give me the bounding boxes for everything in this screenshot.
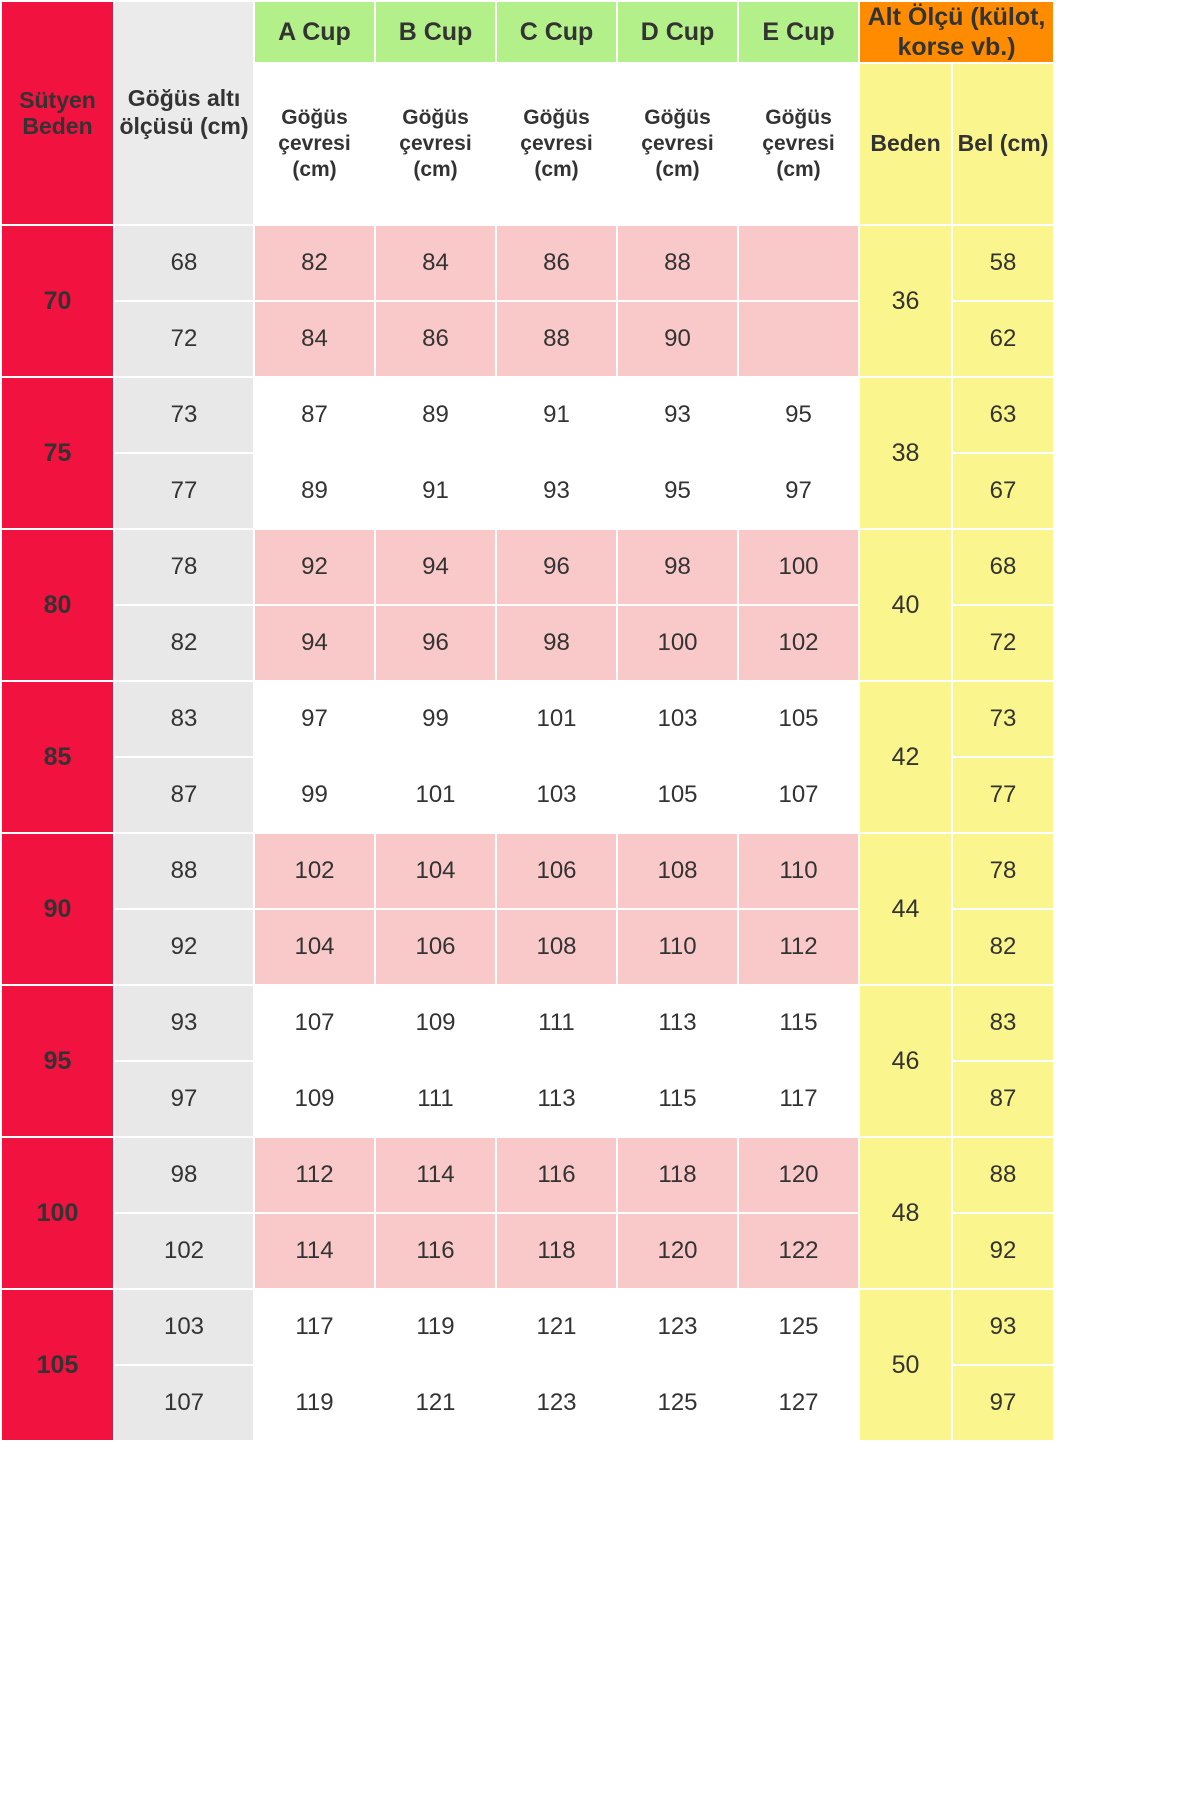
header-cup-e: E Cup bbox=[738, 1, 859, 63]
underbust-cell: 72 bbox=[114, 301, 254, 377]
cup-measure-cell: 96 bbox=[496, 529, 617, 605]
cup-measure-cell: 117 bbox=[738, 1061, 859, 1137]
cup-measure-cell: 91 bbox=[375, 453, 496, 529]
header-row-primary bbox=[1, 1, 1054, 63]
cup-measure-cell: 109 bbox=[375, 985, 496, 1061]
header-underbust: Göğüs altı ölçüsü (cm) bbox=[114, 1, 254, 225]
header-cup-e-sub: Göğüs çevresi (cm) bbox=[738, 63, 859, 225]
header-alt-olcu: Alt Ölçü (külot, korse vb.) bbox=[859, 1, 1054, 63]
header-cup-b: B Cup bbox=[375, 1, 496, 63]
bel-cell: 58 bbox=[952, 225, 1054, 301]
cup-measure-cell: 109 bbox=[254, 1061, 375, 1137]
underbust-cell: 97 bbox=[114, 1061, 254, 1137]
beden-cell: 42 bbox=[859, 681, 952, 833]
cup-measure-cell: 125 bbox=[617, 1365, 738, 1441]
cup-measure-cell: 82 bbox=[254, 225, 375, 301]
cup-measure-cell: 107 bbox=[738, 757, 859, 833]
underbust-cell: 102 bbox=[114, 1213, 254, 1289]
cup-measure-cell: 93 bbox=[496, 453, 617, 529]
cup-measure-cell: 91 bbox=[496, 377, 617, 453]
cup-measure-cell: 92 bbox=[254, 529, 375, 605]
cup-measure-cell: 97 bbox=[254, 681, 375, 757]
cup-measure-cell: 97 bbox=[738, 453, 859, 529]
cup-measure-cell: 101 bbox=[375, 757, 496, 833]
cup-measure-cell: 105 bbox=[617, 757, 738, 833]
cup-measure-cell: 118 bbox=[496, 1213, 617, 1289]
table-row bbox=[1, 377, 1054, 453]
cup-measure-cell: 99 bbox=[375, 681, 496, 757]
header-cup-d: D Cup bbox=[617, 1, 738, 63]
cup-measure-cell: 89 bbox=[375, 377, 496, 453]
header-bel: Bel (cm) bbox=[952, 63, 1054, 225]
underbust-cell: 98 bbox=[114, 1137, 254, 1213]
cup-measure-cell: 86 bbox=[375, 301, 496, 377]
table-row bbox=[1, 1289, 1054, 1365]
table-row bbox=[1, 1137, 1054, 1213]
header-cup-b-sub: Göğüs çevresi (cm) bbox=[375, 63, 496, 225]
underbust-cell: 107 bbox=[114, 1365, 254, 1441]
cup-measure-cell: 127 bbox=[738, 1365, 859, 1441]
cup-measure-cell: 116 bbox=[375, 1213, 496, 1289]
cup-measure-cell: 123 bbox=[617, 1289, 738, 1365]
underbust-cell: 68 bbox=[114, 225, 254, 301]
table-row bbox=[1, 985, 1054, 1061]
underbust-cell: 88 bbox=[114, 833, 254, 909]
cup-measure-cell: 113 bbox=[617, 985, 738, 1061]
beden-cell: 40 bbox=[859, 529, 952, 681]
cup-measure-cell: 120 bbox=[738, 1137, 859, 1213]
cup-measure-cell: 90 bbox=[617, 301, 738, 377]
header-beden: Beden bbox=[859, 63, 952, 225]
table-row bbox=[1, 681, 1054, 757]
cup-measure-cell: 121 bbox=[496, 1289, 617, 1365]
table-row bbox=[1, 833, 1054, 909]
underbust-cell: 82 bbox=[114, 605, 254, 681]
bel-cell: 93 bbox=[952, 1289, 1054, 1365]
cup-measure-cell: 93 bbox=[617, 377, 738, 453]
cup-measure-cell: 115 bbox=[617, 1061, 738, 1137]
cup-measure-cell: 120 bbox=[617, 1213, 738, 1289]
cup-measure-cell: 113 bbox=[496, 1061, 617, 1137]
cup-measure-cell: 112 bbox=[738, 909, 859, 985]
cup-measure-cell: 103 bbox=[617, 681, 738, 757]
bra-size-cell: 105 bbox=[1, 1289, 114, 1441]
cup-measure-cell: 101 bbox=[496, 681, 617, 757]
cup-measure-cell: 110 bbox=[617, 909, 738, 985]
cup-measure-cell: 112 bbox=[254, 1137, 375, 1213]
underbust-cell: 93 bbox=[114, 985, 254, 1061]
bel-cell: 78 bbox=[952, 833, 1054, 909]
cup-measure-cell: 95 bbox=[738, 377, 859, 453]
bel-cell: 97 bbox=[952, 1365, 1054, 1441]
beden-cell: 44 bbox=[859, 833, 952, 985]
bel-cell: 73 bbox=[952, 681, 1054, 757]
underbust-cell: 92 bbox=[114, 909, 254, 985]
cup-measure-cell: 119 bbox=[375, 1289, 496, 1365]
bel-cell: 68 bbox=[952, 529, 1054, 605]
beden-cell: 38 bbox=[859, 377, 952, 529]
cup-measure-cell: 108 bbox=[617, 833, 738, 909]
cup-measure-cell: 104 bbox=[375, 833, 496, 909]
cup-measure-cell: 115 bbox=[738, 985, 859, 1061]
cup-measure-cell: 105 bbox=[738, 681, 859, 757]
bel-cell: 92 bbox=[952, 1213, 1054, 1289]
bra-size-cell: 100 bbox=[1, 1137, 114, 1289]
cup-measure-cell: 84 bbox=[375, 225, 496, 301]
bra-size-cell: 85 bbox=[1, 681, 114, 833]
cup-measure-cell: 100 bbox=[617, 605, 738, 681]
cup-measure-cell: 86 bbox=[496, 225, 617, 301]
bel-cell: 63 bbox=[952, 377, 1054, 453]
cup-measure-cell: 117 bbox=[254, 1289, 375, 1365]
bel-cell: 67 bbox=[952, 453, 1054, 529]
cup-measure-cell: 111 bbox=[496, 985, 617, 1061]
cup-measure-cell: 89 bbox=[254, 453, 375, 529]
cup-measure-cell: 88 bbox=[617, 225, 738, 301]
cup-measure-cell bbox=[738, 301, 859, 377]
cup-measure-cell: 123 bbox=[496, 1365, 617, 1441]
header-cup-c-sub: Göğüs çevresi (cm) bbox=[496, 63, 617, 225]
cup-measure-cell: 94 bbox=[254, 605, 375, 681]
underbust-cell: 83 bbox=[114, 681, 254, 757]
bel-cell: 83 bbox=[952, 985, 1054, 1061]
bra-size-cell: 90 bbox=[1, 833, 114, 985]
underbust-cell: 73 bbox=[114, 377, 254, 453]
cup-measure-cell: 102 bbox=[738, 605, 859, 681]
beden-cell: 50 bbox=[859, 1289, 952, 1441]
header-bra-size: Sütyen Beden bbox=[1, 1, 114, 225]
cup-measure-cell: 110 bbox=[738, 833, 859, 909]
cup-measure-cell: 125 bbox=[738, 1289, 859, 1365]
bra-size-cell: 95 bbox=[1, 985, 114, 1137]
cup-measure-cell: 104 bbox=[254, 909, 375, 985]
bra-size-cell: 70 bbox=[1, 225, 114, 377]
cup-measure-cell: 121 bbox=[375, 1365, 496, 1441]
cup-measure-cell: 87 bbox=[254, 377, 375, 453]
table-header bbox=[1, 1, 1054, 225]
cup-measure-cell: 106 bbox=[375, 909, 496, 985]
cup-measure-cell bbox=[738, 225, 859, 301]
beden-cell: 36 bbox=[859, 225, 952, 377]
bel-cell: 88 bbox=[952, 1137, 1054, 1213]
cup-measure-cell: 108 bbox=[496, 909, 617, 985]
underbust-cell: 78 bbox=[114, 529, 254, 605]
cup-measure-cell: 107 bbox=[254, 985, 375, 1061]
cup-measure-cell: 88 bbox=[496, 301, 617, 377]
cup-measure-cell: 118 bbox=[617, 1137, 738, 1213]
bel-cell: 62 bbox=[952, 301, 1054, 377]
cup-measure-cell: 106 bbox=[496, 833, 617, 909]
cup-measure-cell: 95 bbox=[617, 453, 738, 529]
cup-measure-cell: 114 bbox=[254, 1213, 375, 1289]
header-cup-a-sub: Göğüs çevresi (cm) bbox=[254, 63, 375, 225]
table-row bbox=[1, 225, 1054, 301]
cup-measure-cell: 119 bbox=[254, 1365, 375, 1441]
bel-cell: 77 bbox=[952, 757, 1054, 833]
cup-measure-cell: 98 bbox=[496, 605, 617, 681]
underbust-cell: 103 bbox=[114, 1289, 254, 1365]
cup-measure-cell: 114 bbox=[375, 1137, 496, 1213]
underbust-cell: 87 bbox=[114, 757, 254, 833]
bel-cell: 72 bbox=[952, 605, 1054, 681]
cup-measure-cell: 94 bbox=[375, 529, 496, 605]
cup-measure-cell: 96 bbox=[375, 605, 496, 681]
bel-cell: 82 bbox=[952, 909, 1054, 985]
header-cup-d-sub: Göğüs çevresi (cm) bbox=[617, 63, 738, 225]
bra-size-cell: 80 bbox=[1, 529, 114, 681]
cup-measure-cell: 116 bbox=[496, 1137, 617, 1213]
cup-measure-cell: 103 bbox=[496, 757, 617, 833]
bra-size-cell: 75 bbox=[1, 377, 114, 529]
beden-cell: 46 bbox=[859, 985, 952, 1137]
beden-cell: 48 bbox=[859, 1137, 952, 1289]
cup-measure-cell: 102 bbox=[254, 833, 375, 909]
cup-measure-cell: 122 bbox=[738, 1213, 859, 1289]
cup-measure-cell: 100 bbox=[738, 529, 859, 605]
cup-measure-cell: 84 bbox=[254, 301, 375, 377]
bel-cell: 87 bbox=[952, 1061, 1054, 1137]
cup-measure-cell: 99 bbox=[254, 757, 375, 833]
table-row bbox=[1, 529, 1054, 605]
cup-measure-cell: 111 bbox=[375, 1061, 496, 1137]
underbust-cell: 77 bbox=[114, 453, 254, 529]
table-body bbox=[1, 225, 1054, 1441]
header-cup-c: C Cup bbox=[496, 1, 617, 63]
header-cup-a: A Cup bbox=[254, 1, 375, 63]
cup-measure-cell: 98 bbox=[617, 529, 738, 605]
